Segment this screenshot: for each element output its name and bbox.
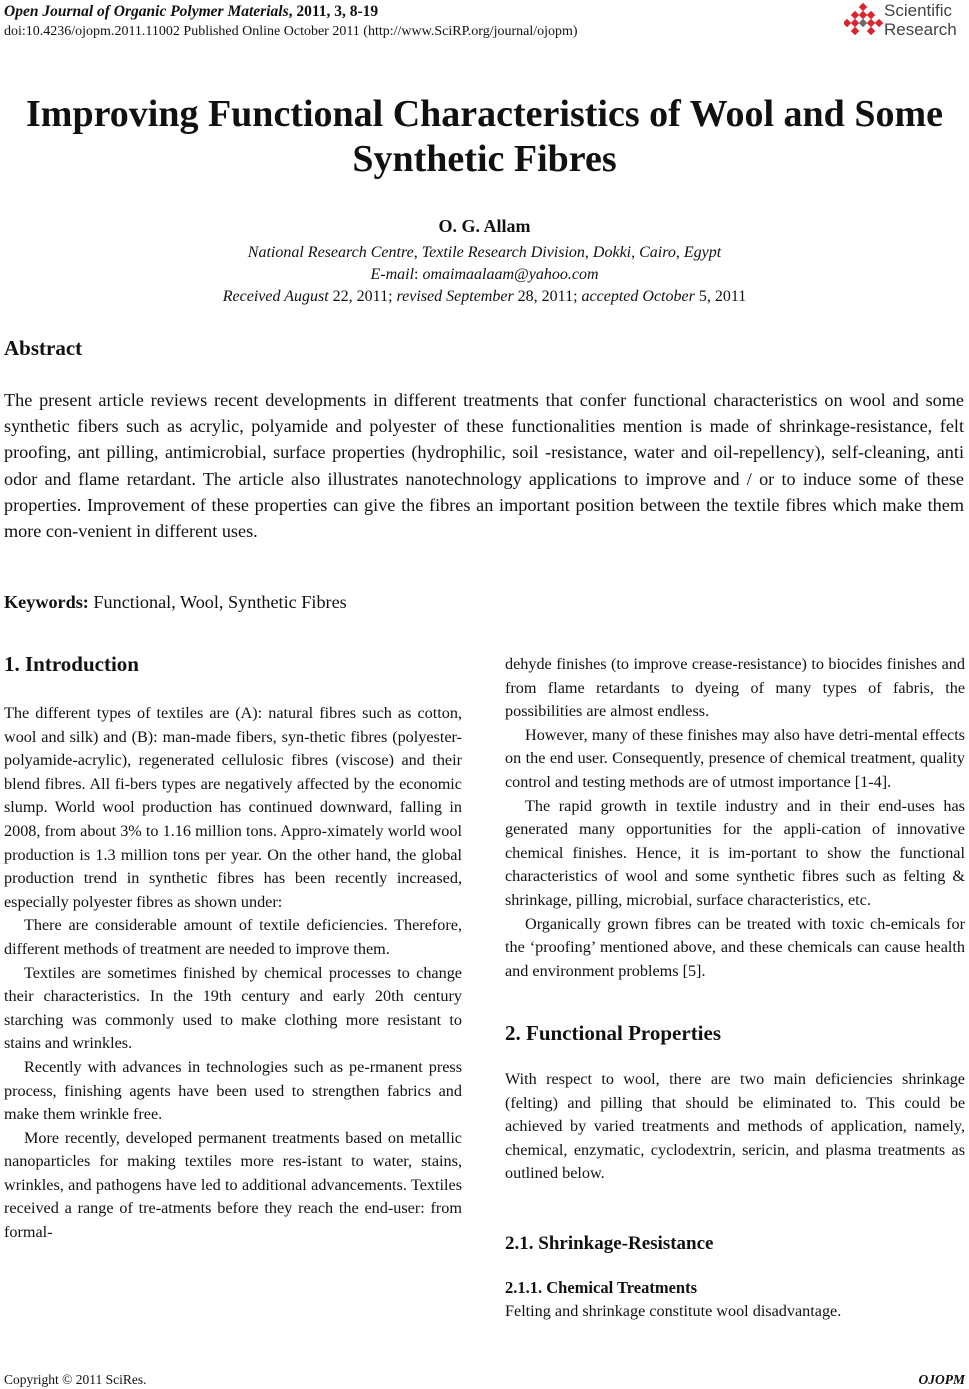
journal-volume: , 2011, 3, 8-19 — [288, 3, 379, 20]
intro-paragraph-2: There are considerable amount of textile deficiencies. Therefore, different methods of treatment are needed to improve them. — [4, 916, 462, 958]
district: Dokki — [592, 244, 632, 261]
chemical-treatments-body — [505, 1300, 965, 1324]
institution: National Research Centre — [247, 244, 414, 261]
section-introduction-heading: 1. Introduction — [4, 652, 139, 676]
journal-citation — [4, 3, 378, 21]
functional-properties-body — [505, 1068, 965, 1186]
email-line: E-mail: omaimaalaam@yahoo.com — [370, 266, 599, 283]
author-name: O. G. Allam — [438, 216, 531, 236]
received-date: 22, 2011; — [328, 288, 397, 305]
title-line-1: Improving Functional Characteristics of Wool and Some — [26, 93, 943, 135]
keywords-label: Keywords: — [4, 592, 89, 612]
accepted-date: 5, 2011 — [694, 288, 747, 305]
affiliation-line: National Research Centre, Textile Research Division, Dokki, Cairo, Egypt — [247, 244, 722, 261]
footer-journal-abbr: OJOPM — [918, 1372, 965, 1387]
right-paragraph-3: The rapid growth in textile industry and in their end-uses has generated many opportunities for the appli-cation of innovative chemical finishes. Hence, it is im-portant to show the functional characteristics of wool and some synthetic fibres such as felting & shrinkage, pilling, microbial, surface characteristics, etc. — [505, 796, 965, 909]
revised-label: revised September — [396, 288, 514, 305]
revised-date: 28, 2011; — [513, 288, 582, 305]
section-functional-properties-heading: 2. Functional Properties — [505, 1021, 722, 1045]
logo-word-scientific: Scientific — [884, 1, 953, 20]
logo-word-research: Research — [884, 20, 957, 39]
dates-line — [0, 286, 969, 308]
abstract-text: The present article reviews recent developments in different treatments that confer functional characteristics on wool and some synthetic fibers such as acrylic, polyamide and polyester of these functionalities mention is made of shrinkage-resistance, felt proofing, ant pilling, antimicrobial, surface properties (hydrophilic, soil -resistance, water and oil-repellency), self-cleaning, anti odor and flame retardant. The article also illustrates nanotechnology applications to improve and / or to induce some of these properties. Improvement of these properties can give the fibres an important position between the textile fibres which make them more con-venient in different uses. — [4, 390, 964, 542]
doi-line: doi:10.4236/ojopm.2011.11002 Published Online October 2011 (http://www.SciRP.org/journal/ojopm) — [4, 24, 578, 39]
keywords-text: Functional, Wool, Synthetic Fibres — [88, 592, 347, 612]
accepted-label: accepted October — [581, 288, 695, 305]
footer-copyright: Copyright © 2011 SciRes. — [4, 1372, 147, 1387]
left-column-body — [4, 702, 462, 1245]
paper-title — [0, 92, 969, 182]
right-column-body — [505, 653, 965, 983]
city: Cairo — [639, 244, 676, 261]
abstract-heading: Abstract — [4, 336, 83, 360]
affiliation-block — [0, 242, 969, 308]
email-label: E-mail — [370, 266, 415, 283]
right-paragraph-6: Felting and shrinkage constitute wool disadvantage. — [505, 1302, 842, 1320]
intro-paragraph-3: Textiles are sometimes finished by chemical processes to change their characteristics. In the 19th century and early 20th century starching was commonly used to make clothing more resistant to stains and wrinkles. — [4, 963, 462, 1053]
country: Egypt — [683, 244, 722, 261]
received-label: Received August — [222, 288, 329, 305]
right-paragraph-5: With respect to wool, there are two main deficiencies shrinkage (felting) and pilling that should be eliminated to. This could be achieved by varied treatments and methods of application, namely, chemical, enzymatic, cyclodextrin, sericin, and plasma treatments as outlined below. — [505, 1070, 965, 1183]
intro-paragraph-4: Recently with advances in technologies such as pe-rmanent press process, finishing agents have been used to strengthen fabrics and make them wrinkle free. — [4, 1057, 462, 1124]
intro-paragraph-1: The different types of textiles are (A): natural fibres such as cotton, wool and silk) and (B): man-made fibers, syn-thetic fibres (polyester-polyamide-acrylic), regenerated cellulosic fibres (viscose) and their blend fibres. All fi-bers types are negatively affected by the economic slump. World wool production has continued downward, falling in 2008, from about 3% to 1.16 million tons. Appro-ximately world wool production is 1.3 million tons per year. On the other hand, the global production trend in synthetic fibres has been recently increased, especially polyester fibres as shown under: — [4, 704, 462, 911]
keywords-line — [4, 592, 347, 613]
intro-paragraph-5: More recently, developed permanent treatments based on metallic nanoparticles for making textiles more res-istant to water, stains, wrinkles, and pathogens have led to additional advancements. Textiles received a range of tre-atments before they reach the end-user: from formal- — [4, 1128, 462, 1242]
publisher-logo — [844, 0, 966, 42]
right-paragraph-2: However, many of these finishes may also have detri-mental effects on the end user. Consequently, presence of chemical treatment, quality control and testing methods are of utmost importance [1-4]. — [505, 725, 965, 791]
division: Textile Research Division — [421, 244, 585, 261]
sciresearch-logo-icon — [844, 2, 884, 42]
subsubsection-chemical-heading: 2.1.1. Chemical Treatments — [505, 1278, 698, 1297]
right-paragraph-4: Organically grown fibres can be treated with toxic ch-emicals for the ‘proofing’ mentioned above, and these chemicals can cause health and environment problems [5]. — [505, 914, 965, 980]
journal-name: Open Journal of Organic Polymer Materials — [4, 3, 289, 20]
subsection-shrinkage-heading: 2.1. Shrinkage-Resistance — [505, 1233, 714, 1254]
email-address[interactable]: omaimaalaam@yahoo.com — [422, 266, 599, 283]
title-line-2: Synthetic Fibres — [352, 138, 617, 180]
right-paragraph-1: dehyde finishes (to improve crease-resistance) to biocides finishes and from flame retardants to dyeing of many types of fabris, the possibilities are almost endless. — [505, 655, 965, 721]
